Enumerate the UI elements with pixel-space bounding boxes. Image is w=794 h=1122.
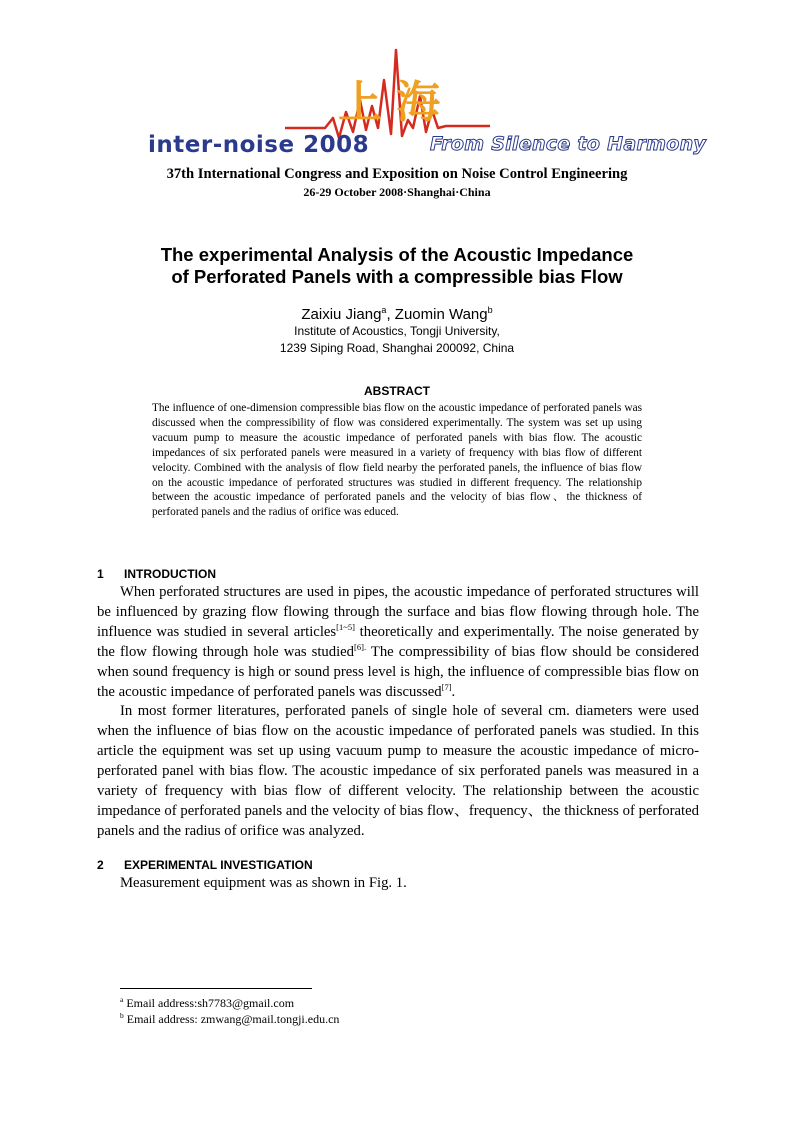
footnote-mark: b <box>120 1011 124 1020</box>
citation: [1~5] <box>336 621 355 632</box>
logo-shanghai-characters: 上海 <box>338 77 454 128</box>
citation: [7] <box>441 681 452 692</box>
author-2-affil-mark: b <box>487 305 493 315</box>
footnote-mark: a <box>120 995 124 1004</box>
section-number: 1 <box>97 567 104 581</box>
section-heading-experimental-investigation <box>97 858 313 872</box>
author-1-affil-mark: a <box>381 305 387 315</box>
footnote-text: Email address: zmwang@mail.tongji.edu.cn <box>123 1012 340 1026</box>
affiliation-line-1: Institute of Acoustics, Tongji University, <box>294 324 500 338</box>
paper-title-line-2: of Perforated Panels with a compressible bias Flow <box>171 266 623 287</box>
citation: [6]. <box>354 641 367 652</box>
paper-title-line-1: The experimental Analysis of the Acoustic Impedance <box>160 244 634 265</box>
conference-date-place: 26-29 October 2008·Shanghai·China <box>303 185 491 199</box>
footnote-divider <box>120 988 312 989</box>
logo-name: inter-noise 2008 <box>148 132 370 158</box>
author-2: Zuomin Wang <box>394 306 488 323</box>
section-heading-introduction <box>97 567 216 581</box>
paragraph: Measurement equipment was as shown in Fig. 1. <box>120 875 407 891</box>
author-1: Zaixiu Jiang <box>301 306 382 323</box>
abstract-text: The influence of one-dimension compressible bias flow on the acoustic impedance of perforated panels was discussed when the compressibility of flow was considered experimentally. The system was set up using vacuum pump to measure the acoustic impedance of perforated panels with bias flow. The acoustic impedances of six perforated panels were measured in a variety of frequency with bias flow of different velocity. Combined with the analysis of flow field nearby the perforated panels, the influence of bias flow on the acoustic impedance of perforated structures was studied in different frequency. The relationship between the acoustic impedance of perforated panels and the velocity of bias flow、the thickness of perforated panels and the radius of orifice was educed. <box>152 402 642 519</box>
author-separator: , <box>386 306 395 323</box>
section-title: INTRODUCTION <box>124 567 216 581</box>
footnote-a <box>120 995 294 1011</box>
section-title: EXPERIMENTAL INVESTIGATION <box>124 858 313 872</box>
logo-tagline: From Silence to Harmony <box>430 133 707 155</box>
experimental-body <box>97 874 699 894</box>
affiliation-line-2: 1239 Siping Road, Shanghai 200092, China <box>279 341 515 355</box>
author-list <box>0 305 794 323</box>
abstract-heading: ABSTRACT <box>364 384 430 398</box>
conference-logo <box>140 40 707 165</box>
paragraph: In most former literatures, perforated panels of single hole of several cm. diameters were used when the influence of bias flow on the acoustic impedance of perforated panels was studied. In this article the equipment was set up using vacuum pump to measure the acoustic impedance of micro-perforated panel with bias flow. The acoustic impedance of six perforated panels was measured in a variety of frequency with bias flow of different velocity. The relationship between the acoustic impedance of perforated panels and the velocity of bias flow、frequency、the thickness of perforated panels and the radius of orifice was analyzed. <box>97 703 699 839</box>
paragraph: When perforated structures are used in pipes, the acoustic impedance of perforated structures will be influenced by grazing flow flowing through the surface and bias flow flowing through hole. The influence was studied in several articles[1~5] theoretically and experimentally. The noise generated by the flow flowing through hole was studied$^{[6].}$ The compressibility of bias flow should be considered when sound frequency is high or sound press level is high, the influence of compressible bias flow on the acoustic impedance of perforated panels was discussed[7]. <box>97 584 699 700</box>
introduction-body <box>97 583 699 842</box>
section-number: 2 <box>97 858 104 872</box>
conference-name: 37th International Congress and Exposition on Noise Control Engineering <box>166 166 628 182</box>
footnote-b <box>120 1011 339 1027</box>
footnote-text: Email address:sh7783@gmail.com <box>123 996 295 1010</box>
